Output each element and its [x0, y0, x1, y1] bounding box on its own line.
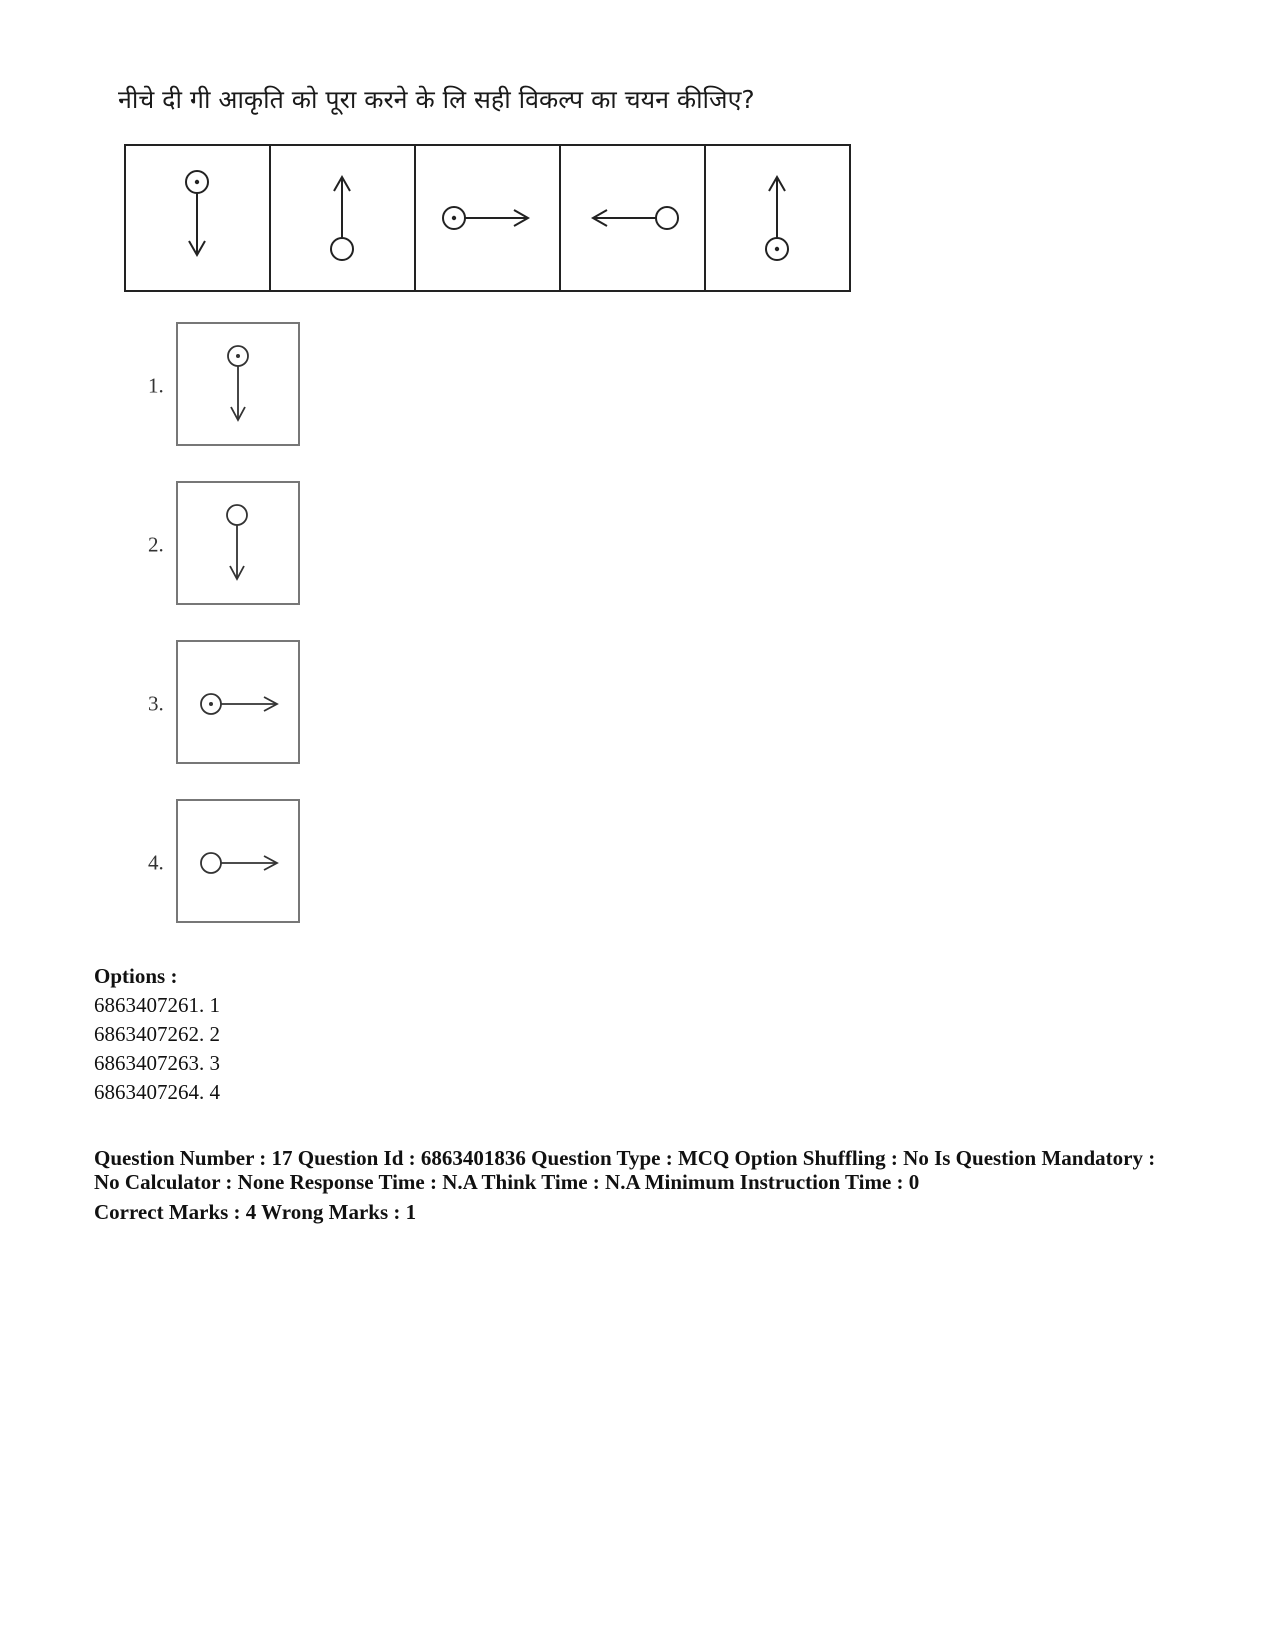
dotted-circle-with-down-arrow-icon	[126, 146, 271, 290]
marks-line: Correct Marks : 4 Wrong Marks : 1	[94, 1200, 417, 1224]
circle-with-down-arrow-icon	[178, 483, 298, 603]
dotted-circle-with-right-arrow-icon	[416, 146, 561, 290]
answer-figure-label: 1.	[148, 373, 164, 398]
option-item-3[interactable]: 6863407263. 3	[94, 1051, 220, 1075]
answer-figure-box	[176, 322, 300, 446]
series-figure-5	[704, 144, 851, 292]
option-item-2[interactable]: 6863407262. 2	[94, 1022, 220, 1046]
options-list	[94, 962, 220, 1107]
option-item-1[interactable]: 6863407261. 1	[94, 993, 220, 1017]
answer-figure-box	[176, 481, 300, 605]
answer-figure-label: 3.	[148, 691, 164, 716]
left-arrow-with-circle-icon	[561, 146, 706, 290]
series-figure-1	[124, 144, 271, 292]
circle-with-right-arrow-icon	[178, 801, 298, 921]
answer-figure-3	[148, 640, 448, 768]
metadata-line-1: Question Number : 17 Question Id : 6863401836 Question Type : MCQ Option Shuffling : No Is Question Mandatory :	[94, 1146, 1156, 1170]
dotted-circle-with-right-arrow-icon	[178, 642, 298, 762]
dotted-circle-with-down-arrow-icon	[178, 324, 298, 444]
series-figure-3	[414, 144, 561, 292]
answer-figure-label: 2.	[148, 532, 164, 557]
question-text: नीचे दी गी आकृति को पूरा करने के लि सही विकल्प का चयन कीजिए?	[118, 85, 755, 114]
answer-figure-2	[148, 481, 448, 609]
options-heading: Options :	[94, 964, 178, 988]
up-arrow-with-circle-icon	[271, 146, 416, 290]
answer-figure-box	[176, 640, 300, 764]
answer-figure-box	[176, 799, 300, 923]
series-figure-2	[269, 144, 416, 292]
problem-figure-series	[124, 144, 851, 290]
question-metadata	[94, 1146, 1194, 1224]
option-item-4[interactable]: 6863407264. 4	[94, 1080, 220, 1104]
metadata-line-2: No Calculator : None Response Time : N.A Think Time : N.A Minimum Instruction Time : 0	[94, 1170, 920, 1194]
answer-figure-1	[148, 322, 448, 450]
up-arrow-with-dotted-circle-icon	[706, 146, 851, 290]
answer-figure-4	[148, 799, 448, 927]
answer-figure-label: 4.	[148, 850, 164, 875]
series-figure-4	[559, 144, 706, 292]
